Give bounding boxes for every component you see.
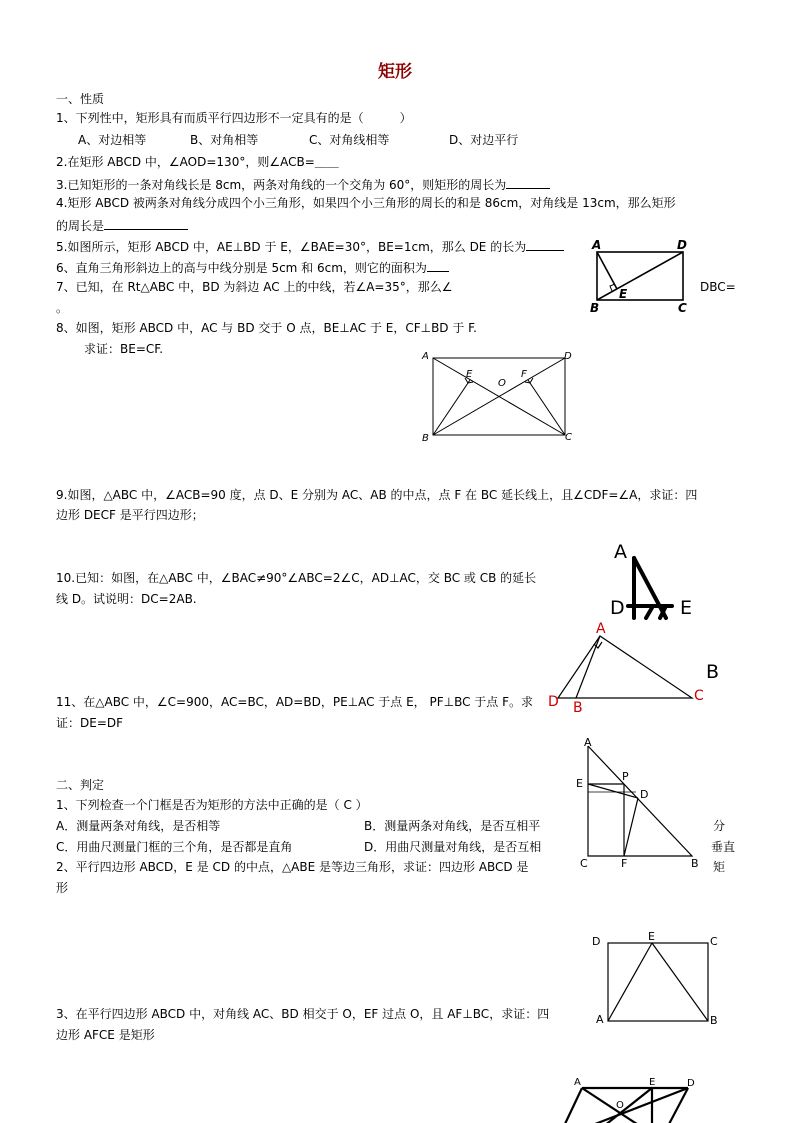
question-6: 6、直角三角形斜边上的高与中线分别是 5cm 和 6cm，则它的面积为 xyxy=(56,259,449,275)
criteria-question-3-line-2: 边形 AFCE 是矩形 xyxy=(56,1028,155,1042)
label-a: A xyxy=(422,351,429,362)
q1-option-b: B、对角相等 xyxy=(190,133,259,147)
figure-criteria-q2-rectangle xyxy=(590,930,722,1030)
label-d: D xyxy=(610,597,625,619)
label-d: D xyxy=(592,935,601,948)
question-7-line-1: 7、已知，在 Rt△ABC 中，BD 为斜边 AC 上的中线，若∠A=35°，那么∠ xyxy=(56,280,453,294)
label-d: D xyxy=(564,351,572,362)
q1-option-a: A、对边相等 xyxy=(78,133,147,147)
label-a: A xyxy=(584,736,592,749)
label-a: A xyxy=(614,541,627,563)
label-b: B xyxy=(691,857,699,870)
criteria-question-3-line-1: 3、在平行四边形 ABCD 中，对角线 AC、BD 相交于 O，EF 过点 O，且 AF⊥BC，求证：四 xyxy=(56,1007,550,1021)
answer-blank[interactable] xyxy=(427,259,449,272)
figure-q9-triangle xyxy=(606,538,702,620)
label-f: F xyxy=(621,857,628,870)
criteria-q1-option-b: B．测量两条对角线，是否互相平 xyxy=(364,819,541,833)
label-d: D xyxy=(677,238,687,252)
label-e: E xyxy=(649,1077,656,1088)
criteria-question-2-line-1: 2、平行四边形 ABCD，E 是 CD 的中点，△ABE 是等边三角形，求证：四边形 ABCD 是 xyxy=(56,860,529,874)
q1-option-c: C、对角线相等 xyxy=(309,133,390,147)
label-a: A xyxy=(574,1077,581,1088)
criteria-q1-option-d: D．用曲尺测量对角线，是否互相 xyxy=(364,840,542,854)
figure-criteria-q3-parallelogram xyxy=(560,1074,710,1123)
label-p: P xyxy=(622,770,629,783)
question-11-line-1: 11、在△ABC 中，∠C=900，AC=BC，AD=BD，PE⊥AC 于点 E， PF⊥BC 于点 F。求 xyxy=(56,695,534,709)
figure-q8-rectangle xyxy=(420,348,580,444)
section-heading-criteria: 二、判定 xyxy=(56,778,105,792)
label-b: B xyxy=(422,433,429,444)
question-10-line-2: 线 D。试说明：DC=2AB. xyxy=(56,592,197,606)
figure-q10-triangle xyxy=(544,620,728,716)
label-a: A xyxy=(596,1013,604,1026)
label-e: E xyxy=(648,930,655,943)
question-7-dbc: DBC= xyxy=(700,280,736,294)
label-a: A xyxy=(596,621,606,637)
label-c: C xyxy=(678,301,687,315)
question-1: 1、下列性中，矩形具有而质平行四边形不一定具有的是（ ） xyxy=(56,111,412,125)
label-e: E xyxy=(466,369,473,380)
criteria-question-2-line-2: 形 xyxy=(56,881,69,895)
question-8-line-2: 求证：BE=CF. xyxy=(84,342,164,356)
question-4-line-1: 4.矩形 ABCD 被两条对角线分成四个小三角形，如果四个小三角形的周长的和是 86cm，对角线是 13cm，那么矩形 xyxy=(56,196,676,210)
question-9-line-1: 9.如图，△ABC 中，∠ACB=90 度，点 D、E 分别为 AC、AB 的中点，点 F 在 BC 延长线上，且∠CDF=∠A，求证：四 xyxy=(56,488,698,502)
question-11-line-2: 证：DE=DF xyxy=(56,716,124,730)
label-d: D xyxy=(548,694,559,710)
question-8-line-1: 8、如图，矩形 ABCD 中，AC 与 BD 交于 O 点，BE⊥AC 于 E，CF⊥BD 于 F. xyxy=(56,321,477,335)
answer-blank[interactable] xyxy=(104,217,188,230)
label-o: O xyxy=(498,378,506,389)
question-9-line-2: 边形 DECF 是平行四边形； xyxy=(56,508,204,522)
page-title: 矩形 xyxy=(378,62,412,82)
label-c: C xyxy=(710,935,718,948)
answer-blank[interactable] xyxy=(526,238,564,251)
question-3: 3.已知矩形的一条对角线长是 8cm，两条对角线的一个交角为 60°，则矩形的周长为 xyxy=(56,176,550,192)
question-10-line-1: 10.已知：如图，在△ABC 中，∠BAC≠90°∠ABC=2∠C，AD⊥AC，交 BC 或 CB 的延长 xyxy=(56,571,537,585)
label-e: E xyxy=(680,597,693,619)
label-e: E xyxy=(619,287,628,301)
label-a: A xyxy=(592,238,602,252)
label-b: B xyxy=(710,1014,718,1027)
question-4-line-2: 的周长是 xyxy=(56,217,188,233)
label-d: D xyxy=(687,1078,695,1089)
q1-option-d: D、对边平行 xyxy=(449,133,519,147)
label-c: C xyxy=(580,857,588,870)
figure-q11-triangle xyxy=(574,736,704,868)
label-b: B xyxy=(573,700,583,716)
question-7-line-2: 。 xyxy=(56,301,69,315)
criteria-q1-option-d-tail: 垂直 xyxy=(711,840,736,854)
label-e: E xyxy=(576,777,583,790)
label-c: C xyxy=(565,432,572,443)
criteria-question-1: 1、下列检查一个门框是否为矩形的方法中正确的是（ C ） xyxy=(56,798,368,812)
criteria-question-2-tail: 矩 xyxy=(713,860,726,874)
answer-blank[interactable] xyxy=(506,176,550,189)
label-o: O xyxy=(616,1100,624,1111)
criteria-q1-option-b-tail: 分 xyxy=(713,819,726,833)
figure-q5-rectangle xyxy=(588,238,698,316)
question-2: 2.在矩形 ABCD 中，∠AOD=130°，则∠ACB=＿＿ xyxy=(56,155,339,169)
label-d: D xyxy=(640,788,649,801)
label-c: C xyxy=(694,688,704,704)
criteria-q1-option-c: C．用曲尺测量门框的三个角，是否都是直角 xyxy=(56,840,293,854)
question-5: 5.如图所示，矩形 ABCD 中，AE⊥BD 于 E，∠BAE=30°，BE=1cm，那么 DE 的长为 xyxy=(56,238,564,254)
criteria-q1-option-a: A．测量两条对角线，是否相等 xyxy=(56,819,221,833)
label-b-large: B xyxy=(706,661,720,683)
label-f: F xyxy=(521,369,527,380)
section-heading-properties: 一、性质 xyxy=(56,92,105,106)
label-b: B xyxy=(590,301,600,315)
